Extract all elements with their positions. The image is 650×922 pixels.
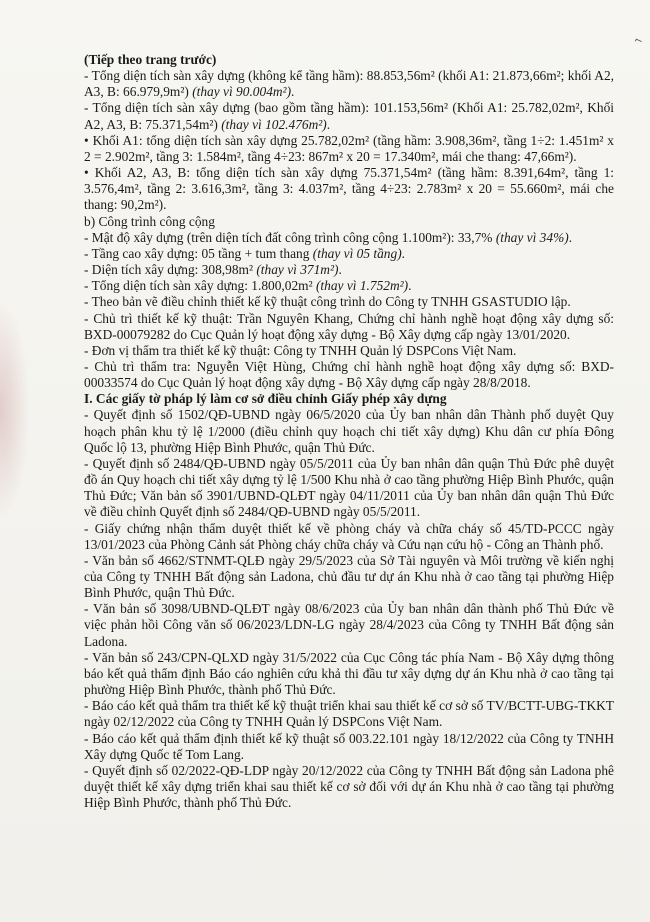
- paragraph: b) Công trình công cộng: [84, 213, 215, 229]
- legal-item: - Quyết định số 02/2022-QĐ-LDP ngày 20/12/2022 của Công ty TNHH Bất động sản Ladona phê duyệt thiết kế xây dựng triển khai sau thiết kế cơ sở đối với dự án Khu nhà ở cao tầng tại phường Hiệp Bình Phước, thành phố Thủ Đức.: [84, 762, 614, 811]
- paragraph: - Chủ trì thẩm tra: Nguyễn Việt Hùng, Chứng chỉ hành nghề hoạt động xây dựng số: BXD-00033574 do Cục Quản lý hoạt động xây dựng - Bộ Xây dựng cấp ngày 28/8/2018.: [84, 358, 614, 391]
- section-heading: I. Các giấy tờ pháp lý làm cơ sở điều chỉnh Giấy phép xây dựng: [84, 391, 447, 407]
- legal-item: - Quyết định số 2484/QĐ-UBND ngày 05/5/2011 của Ủy ban nhân dân quận Thủ Đức phê duyệt đồ án Quy hoạch chi tiết xây dựng tỷ lệ 1/500 Khu nhà ở cao tầng phường Hiệp Bình Phước, quận Thủ Đức; Văn bản số 3901/UBND-QLĐT ngày 04/11/2011 của Ủy ban nhân dân quận Thủ Đức về điều chỉnh Quyết định số 2484/QĐ-UBND ngày 05/5/2011.: [84, 455, 614, 520]
- legal-item: - Văn bản số 4662/STNMT-QLĐ ngày 29/5/2023 của Sở Tài nguyên và Môi trường về kiến nghị của Công ty TNHH Bất động sản Ladona, chủ đầu tư dự án Khu nhà ở cao tầng tại phường Hiệp Bình Phước, quận Thủ Đức.: [84, 552, 614, 601]
- legal-item: - Quyết định số 1502/QĐ-UBND ngày 06/5/2020 của Ủy ban nhân dân Thành phố duyệt Quy hoạch phân khu tỷ lệ 1/2000 (điều chỉnh quy hoạch chi tiết xây dựng) Khu dân cư phía Đông Quốc lộ 13, phường Hiệp Bình Phước, quận Thủ Đức.: [84, 407, 614, 455]
- legal-item: - Báo cáo kết quả thẩm tra thiết kế kỹ thuật triển khai sau thiết kế cơ sở số TV/BCTT-UBG-TKKT ngày 02/12/2022 của Công ty TNHH Quản lý DSPCons Việt Nam.: [84, 698, 614, 730]
- paragraph: - Tầng cao xây dựng: 05 tầng + tum thang (thay vì 05 tầng).: [84, 245, 406, 261]
- corner-mark: ⌐: [631, 34, 644, 49]
- paragraph: - Tổng diện tích sàn xây dựng: 1.800,02m² (thay vì 1.752m²).: [84, 278, 412, 294]
- paragraph: - Diện tích xây dựng: 308,98m² (thay vì 371m²).: [84, 262, 342, 278]
- paragraph: - Tổng diện tích sàn xây dựng (bao gồm tầng hầm): 101.153,56m² (Khối A1: 25.782,02m², Khối A2, A3, B: 75.371,54m²) (thay vì 102.476m²).: [84, 100, 614, 132]
- paragraph: - Theo bản vẽ điều chỉnh thiết kế kỹ thuật công trình do Công ty TNHH GSASTUDIO lập.: [84, 294, 571, 310]
- paragraph: • Khối A1: tổng diện tích sàn xây dựng 25.782,02m² (tầng hầm: 3.908,36m², tầng 1÷2: 1.451m² x 2 = 2.902m², tầng 3: 1.584m², tầng 4÷23: 867m² x 20 = 17.340m², mái che thang: 47,66m²).: [84, 132, 614, 164]
- paragraph: - Đơn vị thẩm tra thiết kế kỹ thuật: Công ty TNHH Quản lý DSPCons Việt Nam.: [84, 342, 517, 358]
- document-body: [84, 52, 614, 811]
- legal-item: - Văn bản số 3098/UBND-QLĐT ngày 08/6/2023 của Ủy ban nhân dân thành phố Thủ Đức về việc phản hồi Công văn số 06/2023/LDN-LG ngày 28/4/2023 của Công ty TNHH Bất động sản Ladona.: [84, 601, 614, 649]
- continuation-heading: (Tiếp theo trang trước): [84, 52, 217, 67]
- legal-item: - Giấy chứng nhận thẩm duyệt thiết kế về phòng cháy và chữa cháy số 45/TD-PCCC ngày 13/01/2023 của Phòng Cảnh sát Phòng cháy chữa cháy và Cứu nạn cứu hộ - Công an Thành phố.: [84, 520, 614, 552]
- paragraph: - Tổng diện tích sàn xây dựng (không kể tầng hầm): 88.853,56m² (khối A1: 21.873,66m²; khối A2, A3, B: 66.979,9m²) (thay vì 90.004m²).: [84, 68, 614, 100]
- paragraph: - Chủ trì thiết kế kỹ thuật: Trần Nguyên Khang, Chứng chỉ hành nghề hoạt động xây dựng số: BXD-00079282 do Cục Quản lý hoạt động xây dựng - Bộ Xây dựng cấp ngày 13/01/2020.: [84, 310, 614, 342]
- legal-item: - Văn bản số 243/CPN-QLXD ngày 31/5/2022 của Cục Công tác phía Nam - Bộ Xây dựng thông báo kết quả thẩm định Báo cáo nghiên cứu khả thi đầu tư xây dựng dự án Khu nhà ở cao tầng tại phường Hiệp Bình Phước, thành phố Thủ Đức.: [84, 649, 614, 698]
- legal-item: - Báo cáo kết quả thẩm định thiết kế kỹ thuật số 003.22.101 ngày 18/12/2022 của Công ty TNHH Xây dựng Quốc tế Tom Lang.: [84, 730, 614, 762]
- stamp-trace: [0, 300, 30, 520]
- paragraph: • Khối A2, A3, B: tổng diện tích sàn xây dựng 75.371,54m² (tầng hầm: 8.391,64m², tầng 1: 3.576,4m², tầng 2: 3.616,3m², tầng 3: 4.037m², tầng 4÷23: 2.783m² x 20 = 55.660m², mái che thang: 90,2m²).: [84, 165, 614, 213]
- paragraph: - Mật độ xây dựng (trên diện tích đất công trình công cộng 1.100m²): 33,7% (thay vì 34%).: [84, 229, 573, 245]
